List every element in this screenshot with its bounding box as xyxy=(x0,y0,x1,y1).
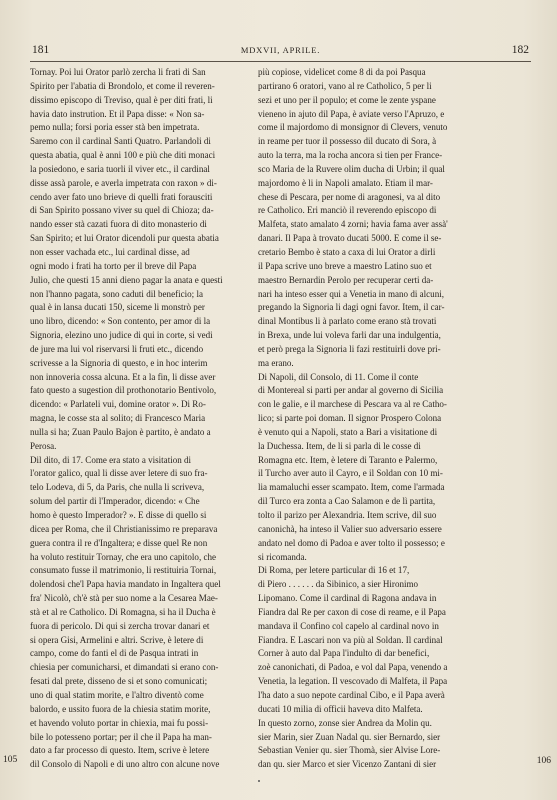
text-line: in reame per tuor il possesso dil ducato di Sora, à xyxy=(258,136,437,147)
text-line: di Montereal si parti per andar al governo di Sicilia xyxy=(258,385,444,396)
text-line: Di Napoli, dil Consolo, di 11. Come il conte xyxy=(258,371,419,382)
page-number-left: 181 xyxy=(32,44,50,56)
text-line: nando esser stà cazati fuora di dito monasterio di xyxy=(30,219,207,230)
left-column xyxy=(30,66,269,772)
text-line: dinal Montibus li à parlato come erano stà trovati xyxy=(258,316,437,327)
running-title: MDXVII, APRILE. xyxy=(240,45,321,55)
text-line: non esser vachada etc., lui cardinal disse, ad xyxy=(30,246,190,257)
text-line: havia dato instrution. Et il Papa disse: « Non sa- xyxy=(30,108,205,119)
text-line: non innoveria cossa alcuna. Et a la fin, li disse aver xyxy=(30,371,216,382)
text-line: Lipomano. Come il cardinal di Ragona andava in xyxy=(258,593,437,604)
text-line: danari. Il Papa à trovato ducati 5000. E come il se- xyxy=(258,233,442,244)
text-line: sier Marin, sier Zuan Nadal qu. sier Bernardo, sier xyxy=(258,731,441,742)
text-line: Malfeta, stato amalato 4 zorni; havia fama aver assà' xyxy=(258,219,448,230)
text-line: chiesia per comunicharsi, et dimandati si erano con- xyxy=(30,662,219,673)
text-line: scrivesse a la Signoria di questo, e in hoc interim xyxy=(30,357,208,368)
text-line: partirano 6 oratori, vano al re Catholico, 5 per li xyxy=(258,80,432,91)
text-line: Spirito per l'abatia di Brondolo, et come il reveren- xyxy=(30,80,215,91)
text-line: canonichà, ha inteso il Valier suo adversario essere xyxy=(258,523,442,534)
text-line: Dil dito, di 17. Come era stato a visitation di xyxy=(30,454,192,465)
text-line: con le galie, e il marchese di Pescara va al re Catho- xyxy=(258,399,447,410)
text-line: dicendo: « Parlateli vui, domine orator ». Di Ro- xyxy=(30,399,206,410)
text-line: andato nel domo di Padoa e aver tolto il possesso; e xyxy=(258,537,445,548)
text-line: Fiandra. E Lascari non va più al Soldan. Il cardinal xyxy=(258,634,443,645)
text-line: l'orator galico, qual li disse aver letere di suo fra- xyxy=(30,468,208,479)
text-line: bile lo potesseno portar; per il che il Papa ha man- xyxy=(30,731,212,742)
text-line: Di Roma, per letere particular di 16 et 17, xyxy=(258,565,410,576)
text-line: lia mamaluchi esser scampato. Item, come l'armada xyxy=(258,482,445,493)
text-line: dil Consolo di Napoli e di uno altro con alcune nove xyxy=(30,759,220,770)
text-line: Romagna etc. Item, è letere di Taranto e Palermo, xyxy=(258,454,438,465)
header-rule xyxy=(30,61,531,62)
text-line: In questo zorno, zonse sier Andrea da Molin qu. xyxy=(258,717,432,728)
text-line: re Catholico. Eri manciò il reverendo episcopo di xyxy=(258,205,437,216)
text-line: qual è in lansa ducati 150, siceme li monstrò per xyxy=(30,302,205,313)
text-line: di San Spirito possano viver su quel di Chioza; da- xyxy=(30,205,214,216)
text-line: in Brexa, unde lui voleva farli dar una indulgentia, xyxy=(258,330,441,341)
text-line: magna, le cosse sta al solito; di Francesco Maria xyxy=(30,413,206,424)
right-column xyxy=(258,66,497,772)
text-line: Fiandra dal Re per caxon di cose di reame, e il Papa xyxy=(258,606,446,617)
text-line: Signoria, elezino uno judice di qui in corte, si vedi xyxy=(30,330,213,341)
text-line: dato a far processo di questo. Item, scrive è letere xyxy=(30,745,210,756)
text-line: San Spirito; et lui Orator dicendoli pur questa abatia xyxy=(30,233,219,244)
text-line: uno libro, dicendo: « Son contento, per amor di la xyxy=(30,316,211,327)
text-line: più copiose, videlicet come 8 di da poi Pasqua xyxy=(258,67,426,77)
text-line: maestro Bernardin Perolo per recuperar certi da- xyxy=(258,274,434,285)
text-line: fesati dal prete, disseno de si et sono comunicati; xyxy=(30,676,208,687)
ink-mark xyxy=(258,780,260,782)
text-line: vieneno in ajuto dil Papa, è aviate verso l'Apruzo, e xyxy=(258,108,445,119)
text-line: Sebastian Venier qu. sier Thomà, sier Alvise Lore- xyxy=(258,745,441,756)
text-line: fato questo a sugestion dil prothonotario Bentivolo, xyxy=(30,385,217,396)
text-line: stà et al re Catholico. Di Romagna, si ha il Ducha è xyxy=(30,606,216,617)
text-line: l'ha dato a suo nepote cardinal Cibo, e il Papa averà xyxy=(258,689,445,700)
text-line: dan qu. sier Marco et sier Vicenzo Zantani di sier xyxy=(258,759,437,770)
text-line: dissimo episcopo di Treviso, qual è per diti frati, li xyxy=(30,94,213,105)
page-number-right: 182 xyxy=(511,44,529,56)
text-line: disse assà parole, e averla impetrata con raxon » di- xyxy=(30,177,217,188)
text-line: telo Lodeva, di 5, da Paris, che nulla li scriveva, xyxy=(30,482,205,493)
text-line: fra' Nicolò, ch'è stà per suo nome a la Cesarea Mae- xyxy=(30,593,218,604)
margin-number-left: 105 xyxy=(3,755,18,765)
text-line: il Papa scrive uno breve a maestro Latino suo et xyxy=(258,260,432,271)
text-line: di Piero . . . . . . da Sibinico, a sier Hironimo xyxy=(258,579,419,590)
text-line: tolto il parizo per Alexandria. Item scrive, dil suo xyxy=(258,510,437,520)
text-line: dolendosi che'l Papa havia mandato in Ingaltera quel xyxy=(30,579,221,590)
text-line: dicea per Roma, che il Christianissimo re preparava xyxy=(30,523,218,534)
text-line: chese di Pescara, per nome di aragonesi, va al dito xyxy=(258,191,441,202)
text-line: dil Turco era zonta a Cao Salamon e de lì partita, xyxy=(258,496,436,507)
text-line: la posiedono, e saria tuorli il viver etc., il cardinal xyxy=(30,163,210,174)
text-line: ma erano. xyxy=(258,357,294,368)
text-line: auto la terra, ma la rocha ancora si tien per France- xyxy=(258,150,443,161)
text-line: nari ha inteso esser qui a Venetia in mano di alcuni, xyxy=(258,288,444,299)
text-line: questa abatia, qual è anni 100 e più che diti monaci xyxy=(30,150,216,161)
text-line: ogni modo i frati ha torto per il breve dil Papa xyxy=(30,260,197,271)
text-line: Perosa. xyxy=(30,440,57,451)
text-line: si ricomanda. xyxy=(258,551,307,562)
text-line: sezi et uno per il populo; et come le zente yspane xyxy=(258,94,436,105)
text-line: è venuto qui a Napoli, stato a Bari a visitatione di xyxy=(258,426,438,437)
text-line: la Duchessa. Item, de li si parla di le cosse di xyxy=(258,440,421,451)
text-line: Corner à auto dal Papa l'indulto di dar benefici, xyxy=(258,648,430,659)
text-line: zoè canonichati, di Padoa, e vol dal Papa, venendo a xyxy=(258,662,448,673)
text-line: cretario Bembo è stato a caxa di lui Orator a dirli xyxy=(258,246,436,257)
text-line: pemo nulla; forsi poria esser stà ben impetrata. xyxy=(30,122,200,133)
text-line: homo è questo Imperador? ». E disse di quello si xyxy=(30,510,207,520)
text-line: ducati 10 milia di officii haveva dito Malfeta. xyxy=(258,703,423,714)
text-line: si opera Gisi, Armelini e altri. Scrive, è letere di xyxy=(30,634,204,645)
text-line: de jure ma lui vol riservarsi li fruti etc., dicendo xyxy=(30,343,204,354)
text-line: ha voluto restituir Tornay, che era uno capitolo, che xyxy=(30,551,217,562)
text-line: fuora di pericolo. Di qui si zercha trovar danari et xyxy=(30,620,210,631)
text-line: come il majordomo di monsignor di Clevers, venuto xyxy=(258,122,448,133)
text-line: consumato fusse il matrimonio, li restituiria Tornai, xyxy=(30,565,217,576)
running-header xyxy=(30,44,531,58)
text-line: sco Maria de la Ruvere olim ducha di Urbin; il qual xyxy=(258,163,445,174)
text-line: Saremo con il cardinal Santi Quatro. Parlandoli di xyxy=(30,136,211,147)
text-line: lico; si parte poi doman. Il signor Prospero Colona xyxy=(258,413,442,424)
text-line: et però prega la Signoria li fazi restituirli dove pri- xyxy=(258,343,441,354)
margin-number-right: 106 xyxy=(536,756,551,766)
text-line: majordomo è li in Napoli amalato. Etiam il mar- xyxy=(258,177,433,188)
text-line: campo, come do fanti el di de Pasqua intrati in xyxy=(30,648,199,659)
text-line: Julio, che questi 15 anni dieno pagar la anata e questi xyxy=(30,274,223,285)
text-line: Venetia, la legation. Il vescovado di Malfeta, il Papa xyxy=(258,676,448,687)
text-line: uno di qual statim morite, e l'altro diventò come xyxy=(30,689,204,700)
text-line: solum del partir di l'Imperador, dicendo: « Che xyxy=(30,496,200,507)
text-line: pregando la Signoria li dagi ogni favor. Item, il car- xyxy=(258,302,445,313)
text-line: cendo aver fato uno brieve di quelli frati forausciti xyxy=(30,191,213,202)
text-line: il Turcho aver auto il Cayro, e il Soldan con 10 mi- xyxy=(258,468,443,479)
text-line: balordo, e ussito fuora de la chiesia statim morite, xyxy=(30,703,211,714)
text-line: mandava il Confino col capelo al cardinal novo in xyxy=(258,620,439,631)
text-line: guera contra il re d'Ingaltera; e disse quel Re non xyxy=(30,537,208,548)
text-line: et havendo voluto portar in chiexia, mai fu possi- xyxy=(30,717,209,728)
text-line: non l'hanno pagata, sono caduti dil beneficio; la xyxy=(30,288,203,299)
text-line: nulla si ha; Zuan Paulo Bajon è partito, è andato a xyxy=(30,426,211,437)
text-line: Tornay. Poi lui Orator parlò zercha li frati di San xyxy=(30,67,206,77)
